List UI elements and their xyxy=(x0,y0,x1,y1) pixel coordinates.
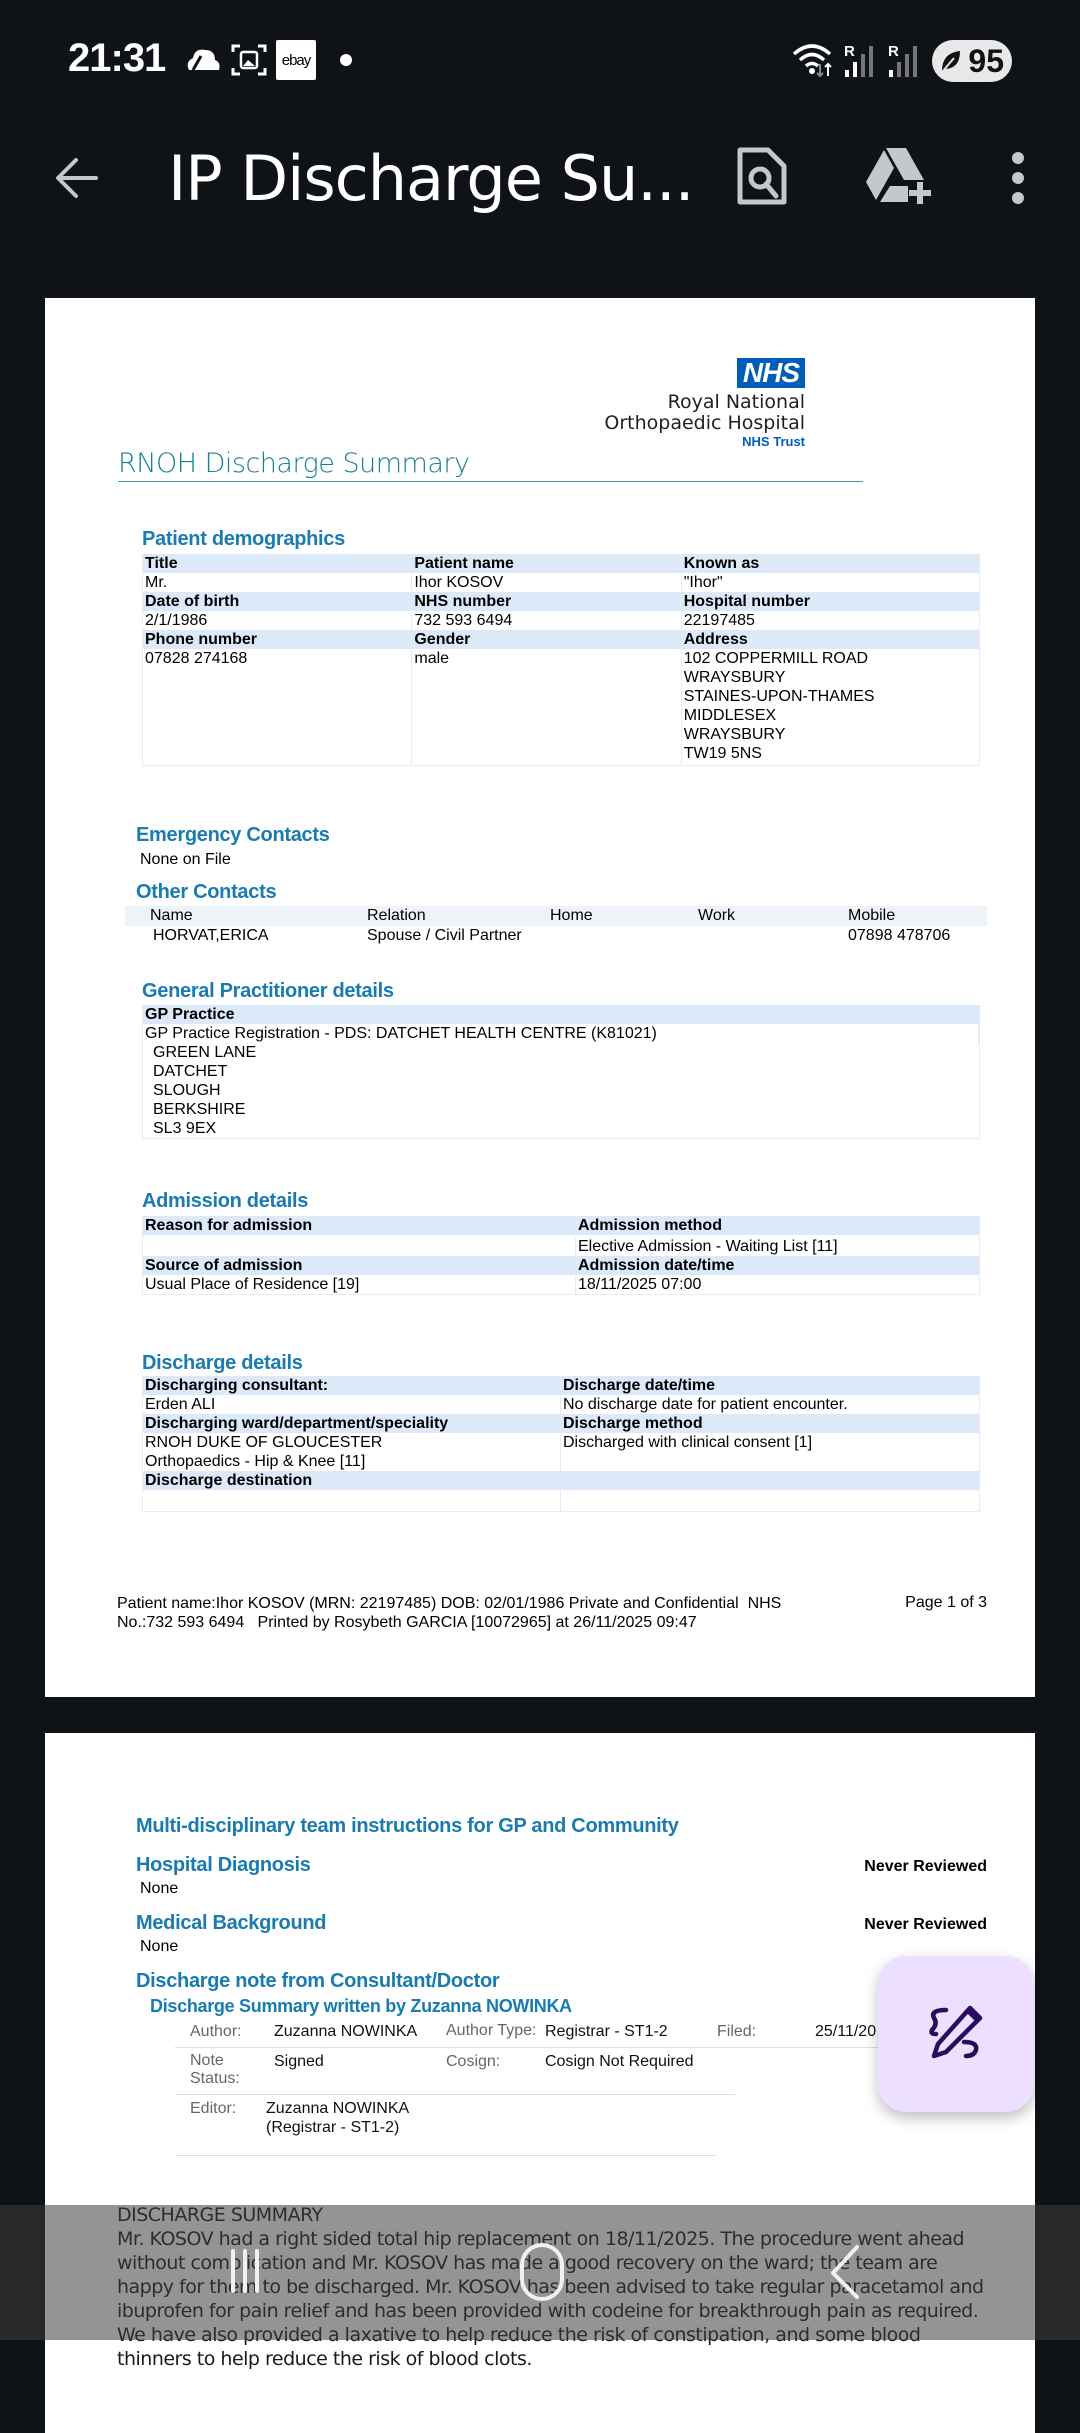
note-title: Discharge Summary written by Zuzanna NOWINKA xyxy=(150,1996,572,2016)
table-header-row xyxy=(143,1471,979,1490)
discharge-summary-text: thinners to help reduce the risk of blood clots. xyxy=(117,2348,532,2370)
section-heading-mdt: Multi-disciplinary team instructions for GP and Community xyxy=(136,1815,679,1837)
address-line: SLOUGH xyxy=(153,1082,221,1099)
address-line: WRAYSBURY xyxy=(683,669,786,686)
editor-label: Editor: xyxy=(190,2100,237,2117)
header-cell: Title xyxy=(143,554,412,573)
section-heading-discharge-note: Discharge note from Consultant/Doctor xyxy=(136,1970,500,1992)
cell-empty xyxy=(561,1490,979,1511)
address-line: BERKSHIRE xyxy=(153,1101,246,1118)
header-cell: Discharging ward/department/speciality xyxy=(143,1414,561,1433)
section-heading-hospital-diagnosis: Hospital Diagnosis xyxy=(136,1854,311,1876)
header-cell: Phone number xyxy=(143,630,412,649)
system-navigation-bar xyxy=(0,2205,1080,2340)
contact-mobile: 07898 478706 xyxy=(848,927,951,944)
header-cell: Hospital number xyxy=(683,593,810,610)
logo-line-3: NHS Trust xyxy=(742,434,805,449)
cell-discharge-method: Discharged with clinical consent [1] xyxy=(563,1434,813,1451)
filed-label: Filed: xyxy=(717,2023,757,2040)
footer-line-1: Patient name:Ihor KOSOV (MRN: 22197485) DOB: 02/01/1986 Private and Confidential NHS xyxy=(117,1595,782,1612)
header-cell: Home xyxy=(550,907,593,924)
table-row xyxy=(143,611,979,630)
note-status-value: Signed xyxy=(274,2053,324,2070)
cell-discharge-datetime: No discharge date for patient encounter. xyxy=(563,1396,848,1413)
header-cell xyxy=(561,1471,979,1490)
wifi-icon xyxy=(792,42,836,78)
section-heading-gp: General Practitioner details xyxy=(142,980,394,1002)
table-row xyxy=(143,1395,979,1414)
medical-background-value: None xyxy=(140,1938,179,1955)
gp-registration: GP Practice Registration - PDS: DATCHET HEALTH CENTRE (K81021) xyxy=(143,1024,979,1043)
author-type-value: Registrar - ST1-2 xyxy=(545,2023,668,2040)
table-row xyxy=(143,1275,979,1294)
address-line: STAINES-UPON-THAMES xyxy=(683,688,875,705)
medical-background-status: Never Reviewed xyxy=(864,1916,987,1933)
address-line: TW19 5NS xyxy=(683,745,762,762)
note-status-label: Note Status: xyxy=(190,2052,240,2087)
table-header-row xyxy=(143,1216,979,1235)
battery-level: 95 xyxy=(968,42,1004,79)
cell-reason-for-admission xyxy=(143,1237,576,1256)
contact-home xyxy=(525,926,673,946)
cell-phone: 07828 274168 xyxy=(143,649,412,765)
demographics-table xyxy=(142,554,980,766)
battery-indicator xyxy=(932,40,1012,82)
author-type-label: Author Type: xyxy=(446,2022,537,2039)
cloud-icon xyxy=(183,42,221,78)
back-icon[interactable] xyxy=(815,2241,875,2301)
header-cell: GP Practice xyxy=(145,1006,235,1023)
logo-line-2: Orthopaedic Hospital xyxy=(604,412,805,434)
note-meta-row xyxy=(175,2018,935,2048)
header-cell: Known as xyxy=(683,555,760,572)
header-cell: Relation xyxy=(367,907,426,924)
cell-discharging-consultant: Erden ALI xyxy=(143,1395,561,1414)
page-number: Page 1 of 3 xyxy=(905,1594,987,1611)
header-cell: Address xyxy=(683,631,748,648)
header-cell: Name xyxy=(150,907,193,924)
add-to-drive-icon[interactable] xyxy=(864,146,934,206)
filed-value: 25/11/20 xyxy=(815,2023,877,2040)
cosign-label: Cosign: xyxy=(446,2053,501,2070)
cell-admission-method: Elective Admission - Waiting List [11] xyxy=(577,1238,838,1255)
header-cell: Work xyxy=(698,907,736,924)
home-icon[interactable] xyxy=(512,2241,572,2301)
more-vert-icon[interactable] xyxy=(1004,148,1032,208)
header-cell: Discharge method xyxy=(563,1415,703,1432)
address-line: WRAYSBURY xyxy=(683,726,786,743)
table-header-row xyxy=(143,1414,979,1433)
header-cell: Date of birth xyxy=(143,592,412,611)
contact-work xyxy=(673,926,823,946)
editor-name: Zuzanna NOWINKA xyxy=(266,2100,410,2117)
address-line: MIDDLESEX xyxy=(683,707,777,724)
draw-signature-icon xyxy=(926,2004,986,2064)
cell-address xyxy=(682,649,979,765)
logo-line-1: Royal National xyxy=(667,391,805,413)
address-line: GREEN LANE xyxy=(153,1044,257,1061)
back-arrow-icon[interactable] xyxy=(50,150,106,206)
cell-hospital-number: 22197485 xyxy=(683,612,755,629)
cell-title: Mr. xyxy=(143,573,412,592)
discharge-table xyxy=(142,1376,980,1512)
editor-value xyxy=(266,2099,409,2137)
recents-icon[interactable] xyxy=(215,2241,275,2301)
header-cell: Admission date/time xyxy=(577,1257,735,1274)
pdf-page-1[interactable] xyxy=(45,298,1035,1697)
cell-gender: male xyxy=(412,649,681,765)
table-row xyxy=(143,573,979,592)
table-row xyxy=(143,1490,979,1511)
cell-discharge-destination xyxy=(143,1490,561,1511)
cell-patient-name: Ihor KOSOV xyxy=(412,573,681,592)
document-heading: RNOH Discharge Summary xyxy=(118,448,863,482)
table-header-row xyxy=(125,906,987,926)
cell-nhs-number: 732 593 6494 xyxy=(412,611,681,630)
page-footer xyxy=(117,1594,817,1632)
section-heading-demographics: Patient demographics xyxy=(142,528,345,550)
address-line: SL3 9EX xyxy=(153,1120,217,1137)
header-cell: Mobile xyxy=(848,907,896,924)
contact-name: HORVAT,ERICA xyxy=(153,927,269,944)
note-meta-row xyxy=(175,2048,735,2095)
header-cell: Discharge date/time xyxy=(563,1377,716,1394)
header-cell: Reason for admission xyxy=(143,1216,576,1235)
hospital-diagnosis-value: None xyxy=(140,1880,179,1897)
table-row xyxy=(143,1433,979,1471)
emergency-contacts-value: None on File xyxy=(140,851,231,868)
header-cell: Discharging consultant: xyxy=(143,1376,561,1395)
cell-dob: 2/1/1986 xyxy=(143,611,412,630)
contact-relation: Spouse / Civil Partner xyxy=(367,927,522,944)
header-cell: Discharge destination xyxy=(143,1471,561,1490)
gp-table xyxy=(142,1005,980,1139)
table-row xyxy=(143,1235,979,1256)
nhs-trust-logo xyxy=(604,358,805,450)
table-header-row xyxy=(143,1256,979,1275)
section-heading-other-contacts: Other Contacts xyxy=(136,881,277,903)
screenshot-icon xyxy=(230,42,268,78)
table-row xyxy=(143,649,979,765)
status-time: 21:31 xyxy=(68,36,166,80)
ebay-icon: ebay xyxy=(276,40,316,80)
footer-line-2: No.:732 593 6494 Printed by Rosybeth GARCIA [10072965] at 26/11/2025 09:47 xyxy=(117,1614,697,1631)
status-bar xyxy=(0,0,1080,120)
admission-table xyxy=(142,1216,980,1295)
table-header-row xyxy=(143,630,979,649)
document-title: IP Discharge Su... xyxy=(168,142,694,215)
table-header-row xyxy=(143,1005,979,1024)
table-header-row xyxy=(143,592,979,611)
author-value: Zuzanna NOWINKA xyxy=(274,2023,418,2040)
header-cell: Patient name xyxy=(412,554,681,573)
table-header-row xyxy=(143,1376,979,1395)
find-in-page-icon[interactable] xyxy=(736,146,788,206)
gp-address xyxy=(143,1043,979,1138)
section-heading-discharge: Discharge details xyxy=(142,1352,303,1374)
other-contacts-table xyxy=(125,906,987,946)
speciality-line: Orthopaedics - Hip & Knee [11] xyxy=(145,1453,366,1470)
address-line: DATCHET xyxy=(153,1063,228,1080)
note-meta-row xyxy=(175,2095,715,2156)
cosign-value: Cosign Not Required xyxy=(545,2053,694,2070)
dot-icon xyxy=(340,54,352,66)
table-row xyxy=(125,926,987,946)
section-heading-emergency-contacts: Emergency Contacts xyxy=(136,824,330,846)
author-label: Author: xyxy=(190,2023,242,2040)
app-bar xyxy=(0,120,1080,230)
nhs-badge: NHS xyxy=(737,358,805,388)
svg-text:R: R xyxy=(888,43,899,60)
note-metadata xyxy=(175,2018,935,2156)
cell-known-as: "Ihor" xyxy=(683,574,723,591)
svg-text:R: R xyxy=(844,43,855,60)
editor-role: (Registrar - ST1-2) xyxy=(266,2119,400,2136)
cell-source-of-admission: Usual Place of Residence [19] xyxy=(143,1275,576,1294)
section-heading-admission: Admission details xyxy=(142,1190,309,1212)
header-cell: Admission method xyxy=(577,1217,722,1234)
header-cell: NHS number xyxy=(412,592,681,611)
signal-1-icon xyxy=(842,42,882,78)
cell-admission-datetime: 18/11/2025 07:00 xyxy=(577,1276,702,1293)
address-line: 102 COPPERMILL ROAD xyxy=(683,650,869,667)
header-cell: Source of admission xyxy=(143,1256,576,1275)
battery-saver-leaf-icon xyxy=(940,49,962,73)
signal-2-icon xyxy=(886,42,926,78)
ward-line: RNOH DUKE OF GLOUCESTER xyxy=(145,1434,383,1451)
cell-discharging-ward xyxy=(143,1433,561,1471)
sign-document-fab[interactable] xyxy=(878,1956,1034,2112)
section-heading-medical-background: Medical Background xyxy=(136,1912,327,1934)
hospital-diagnosis-status: Never Reviewed xyxy=(864,1858,987,1875)
table-header-row xyxy=(143,554,979,573)
header-cell: Gender xyxy=(412,630,681,649)
